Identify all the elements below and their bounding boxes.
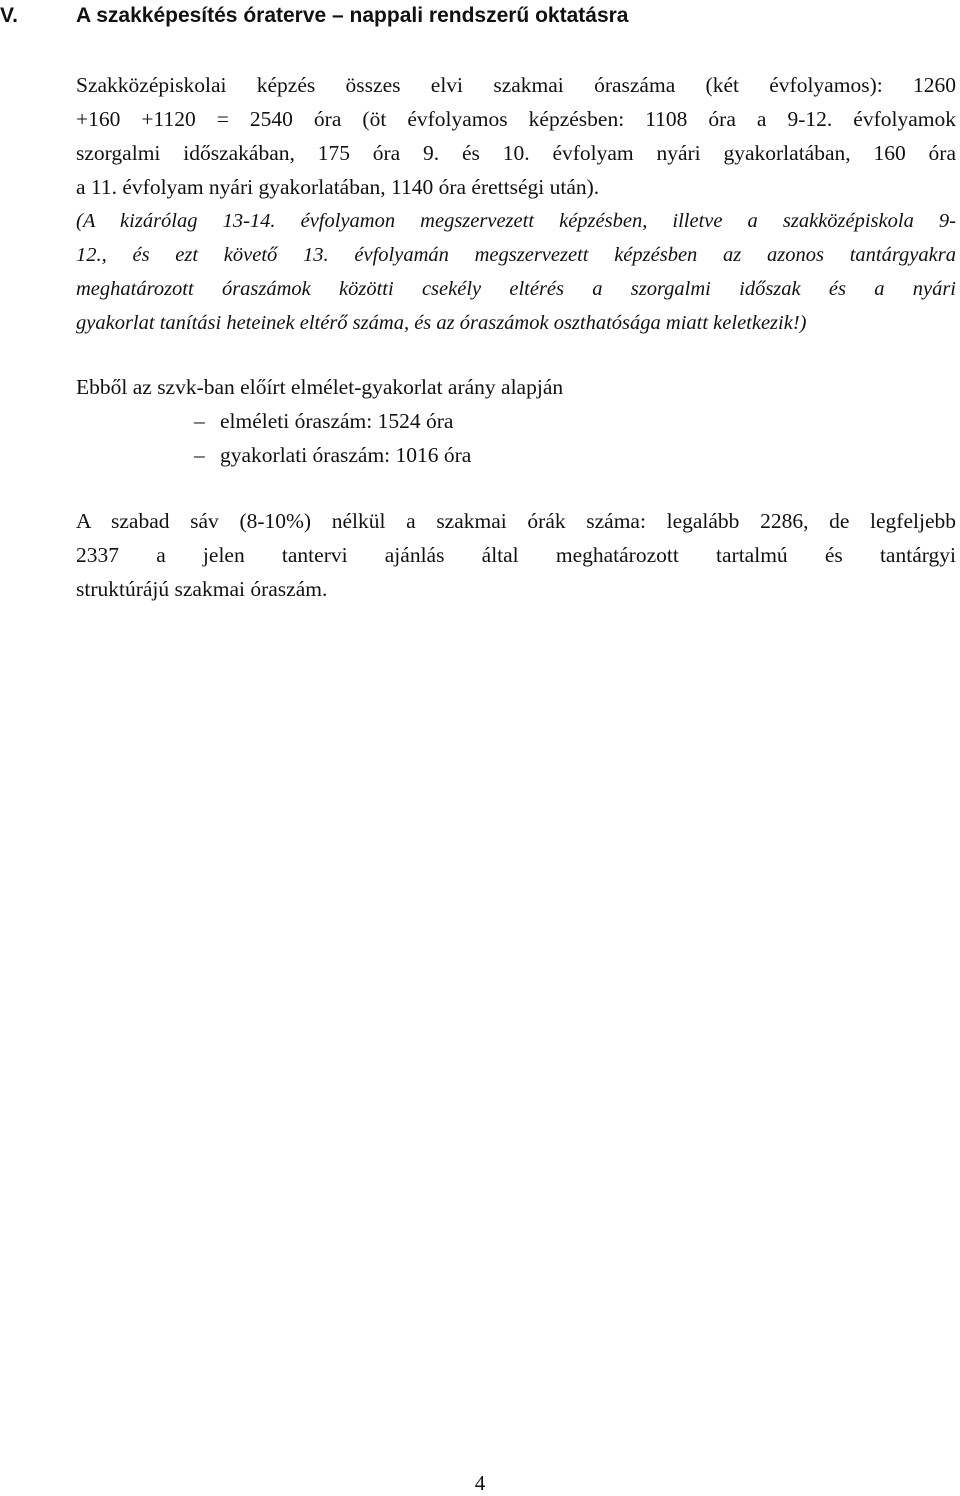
section-number: V. — [0, 4, 18, 27]
italic-note-line: gyakorlat tanítási heteinek eltérő száma, és az óraszámok oszthatósága miatt keletkezik!) — [76, 312, 807, 334]
bullet-text: gyakorlati óraszám: 1016 óra — [220, 443, 472, 467]
bullet-item-theory — [194, 404, 956, 438]
italic-note-line: 12., és ezt követő 13. évfolyamán megszervezett képzésben az azonos tantárgyakra — [76, 244, 956, 266]
bullet-dash: – — [194, 443, 205, 467]
paragraph-line: a 11. évfolyam nyári gyakorlatában, 1140 óra érettségi után). — [76, 175, 600, 199]
bullet-dash: – — [194, 409, 205, 433]
hours-paragraph — [76, 68, 956, 340]
page-number: 4 — [474, 1471, 486, 1495]
paragraph-line: 2337 a jelen tantervi ajánlás által meghatározott tartalmú és tantárgyi — [76, 543, 956, 567]
ratio-paragraph — [76, 370, 956, 472]
ratio-intro: Ebből az szvk-ban előírt elmélet-gyakorlat arány alapján — [76, 375, 564, 399]
bullet-text: elméleti óraszám: 1524 óra — [220, 409, 454, 433]
bullet-item-practice — [194, 438, 956, 472]
paragraph-line: struktúrájú szakmai óraszám. — [76, 577, 328, 601]
italic-note-line: (A kizárólag 13-14. évfolyamon megszervezett képzésben, illetve a szakközépiskola 9- — [76, 210, 956, 232]
paragraph-line: A szabad sáv (8-10%) nélkül a szakmai órák száma: legalább 2286, de legfeljebb — [76, 509, 956, 533]
section-title: A szakképesítés óraterve – nappali rendszerű oktatásra — [76, 4, 629, 27]
paragraph-line: Szakközépiskolai képzés összes elvi szakmai óraszáma (két évfolyamos): 1260 — [76, 73, 956, 97]
paragraph-line: szorgalmi időszakában, 175 óra 9. és 10. évfolyam nyári gyakorlatában, 160 óra — [76, 141, 956, 165]
paragraph-line: +160 +1120 = 2540 óra (öt évfolyamos képzésben: 1108 óra a 9-12. évfolyamok — [76, 107, 956, 131]
italic-note-line: meghatározott óraszámok közötti csekély eltérés a szorgalmi időszak és a nyári — [76, 278, 956, 300]
free-band-paragraph — [76, 504, 956, 606]
section-heading — [0, 2, 628, 30]
